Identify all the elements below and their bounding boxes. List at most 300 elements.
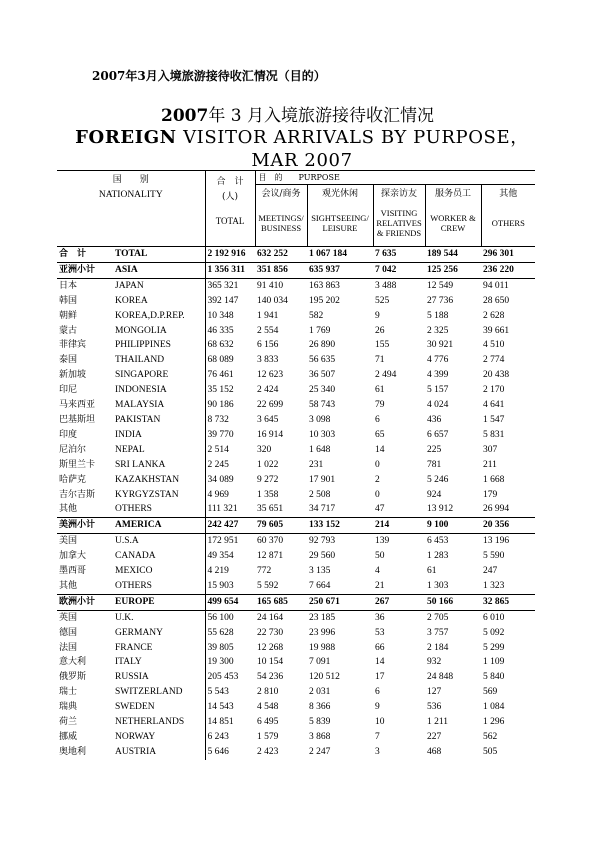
row-worker: 5 246 [427,474,449,485]
title-english [72,126,532,172]
subtotal-row [57,594,535,610]
row-leisure: 8 366 [309,702,331,713]
row-visiting: 7 [375,732,380,742]
row-leisure: 2 031 [309,687,331,698]
col-others-cn: 其他 [481,185,535,201]
table-row [57,309,535,324]
row-others: 2 774 [483,355,505,366]
row-visiting: 50 [375,551,385,562]
row-others: 2 628 [483,310,505,321]
row-total: 56 100 [205,610,255,625]
row-business: 60 370 [257,536,284,547]
total-cn: 合 计 [216,177,244,187]
row-name-en: NETHERLANDS [115,717,185,728]
row-name-en: SINGAPORE [115,370,169,381]
row-business: 165 685 [257,596,288,607]
row-name-cn: 吉尔吉斯 [59,489,96,500]
row-total: 76 461 [205,368,255,383]
row-visiting: 71 [375,355,385,366]
row-business: 5 592 [257,580,279,591]
row-worker: 2 184 [427,642,449,653]
row-visiting: 21 [375,580,385,591]
table-row [57,715,535,730]
row-name-cn: 巴基斯坦 [59,414,96,425]
row-total: 14 543 [205,700,255,715]
row-total: 242 427 [205,518,255,534]
row-total: 14 851 [205,715,255,730]
row-worker: 127 [427,687,442,698]
title-year: 2007 [161,106,209,126]
row-worker: 1 211 [427,717,449,728]
row-business: 351 856 [257,264,288,275]
col-leisure-en: SIGHTSEEING/ LEISURE [307,201,373,247]
row-total: 39 770 [205,428,255,443]
row-worker: 50 166 [427,596,454,607]
row-leisure: 1 067 184 [309,249,348,259]
row-total: 499 654 [205,594,255,610]
row-worker: 30 921 [427,340,454,351]
row-name-en: INDIA [115,429,142,440]
row-total: 49 354 [205,549,255,564]
row-visiting: 6 [375,414,380,425]
row-leisure: 17 901 [309,474,336,485]
nationality-cn: 国 别 [112,174,149,185]
row-name-cn: 俄罗斯 [59,672,87,683]
row-others: 1 109 [483,657,505,668]
row-leisure: 10 303 [309,429,336,440]
row-total: 5 543 [205,685,255,700]
row-visiting: 9 [375,310,380,321]
table-body [57,247,535,760]
row-name-en: MEXICO [115,566,153,577]
row-business: 54 236 [257,672,284,683]
row-name-cn: 法国 [59,642,78,653]
row-others: 32 865 [483,596,510,607]
row-visiting: 79 [375,400,385,411]
row-leisure: 7 091 [309,657,331,668]
row-others: 1 084 [483,702,505,713]
row-name-cn: 马来西亚 [59,400,96,411]
row-name-en: SWEDEN [115,702,155,713]
row-others: 5 590 [483,551,505,562]
row-total: 68 089 [205,353,255,368]
row-business: 4 548 [257,702,279,713]
row-name-en: JAPAN [115,280,144,291]
row-visiting: 10 [375,717,385,728]
row-name-cn: 美国 [59,536,78,547]
row-name-cn: 朝鲜 [59,310,78,321]
row-leisure: 25 340 [309,385,336,396]
row-business: 3 645 [257,414,279,425]
row-business: 3 833 [257,355,279,366]
row-business: 2 423 [257,746,279,757]
row-name-en: AUSTRIA [115,746,157,757]
row-visiting: 525 [375,295,390,306]
row-leisure: 56 635 [309,355,336,366]
row-leisure: 23 996 [309,627,336,638]
row-total: 6 243 [205,730,255,745]
table-row [57,458,535,473]
row-business: 12 623 [257,370,284,381]
row-leisure: 1 648 [309,444,331,455]
row-business: 2 424 [257,385,279,396]
row-total: 19 300 [205,655,255,670]
nationality-en: NATIONALITY [98,189,163,200]
row-business: 79 605 [257,520,284,531]
purpose-header: 目 的 PURPOSE [255,171,535,185]
row-leisure: 26 890 [309,340,336,351]
row-name-en: PHILIPPINES [115,340,171,351]
row-visiting: 3 [375,746,380,757]
row-visiting: 61 [375,385,385,396]
row-total: 46 335 [205,324,255,339]
row-business: 140 034 [257,295,288,306]
row-name-cn: 蒙古 [59,325,78,336]
col-worker-cn: 服务员工 [425,185,481,201]
row-total: 8 732 [205,413,255,428]
row-name-cn: 亚洲小计 [59,264,96,275]
row-visiting: 2 [375,474,380,485]
row-name-cn: 加拿大 [59,551,87,562]
row-leisure: 3 135 [309,566,331,577]
row-worker: 5 157 [427,385,449,396]
row-worker: 27 736 [427,295,454,306]
row-business: 16 914 [257,429,284,440]
table-row [57,324,535,339]
row-total: 205 453 [205,670,255,685]
row-name-en: ITALY [115,657,142,668]
row-total: 365 321 [205,278,255,293]
row-visiting: 155 [375,340,390,351]
row-name-en: U.K. [115,612,134,623]
row-name-en: RUSSIA [115,672,149,683]
row-total: 15 903 [205,579,255,594]
row-business: 24 164 [257,612,284,623]
title-en-bold: FOREIGN [75,127,177,148]
row-name-cn: 瑞典 [59,702,78,713]
row-visiting: 17 [375,672,385,683]
row-name-en: INDONESIA [115,385,167,396]
table-row [57,428,535,443]
row-worker: 4 399 [427,370,449,381]
row-leisure: 23 185 [309,612,336,623]
row-others: 1 323 [483,580,505,591]
table-row [57,655,535,670]
row-worker: 9 100 [427,520,449,531]
row-business: 320 [257,444,272,455]
row-name-en: ASIA [115,264,138,275]
col-others-en: OTHERS [481,201,535,247]
row-visiting: 9 [375,702,380,713]
row-worker: 536 [427,702,442,713]
row-name-cn: 挪威 [59,732,78,742]
row-others: 236 220 [483,264,514,275]
nationality-header [57,171,205,201]
row-name-cn: 欧洲小计 [59,596,96,607]
row-total: 111 321 [205,502,255,517]
row-leisure: 2 508 [309,489,331,500]
row-leisure: 231 [309,459,324,470]
table-row [57,700,535,715]
row-name-en: OTHERS [115,580,152,591]
row-visiting: 3 488 [375,280,397,291]
row-name-cn: 其他 [59,504,78,515]
col-visiting-en: VISITING RELATIVES & FRIENDS [373,201,425,247]
row-others: 5 840 [483,672,505,683]
row-worker: 4 776 [427,355,449,366]
row-name-cn: 荷兰 [59,717,78,728]
row-business: 2 810 [257,687,279,698]
row-name-cn: 韩国 [59,295,78,306]
row-visiting: 36 [375,612,385,623]
row-name-cn: 德国 [59,627,78,638]
row-total: 172 951 [205,534,255,549]
table-row [57,641,535,656]
row-name-cn: 英国 [59,612,78,623]
row-name-en: TOTAL [115,249,148,259]
row-others: 39 661 [483,325,510,336]
table-row [57,579,535,594]
row-others: 28 650 [483,295,510,306]
row-visiting: 2 494 [375,370,397,381]
row-worker: 6 657 [427,429,449,440]
row-others: 26 994 [483,504,510,515]
row-visiting: 267 [375,596,390,607]
row-name-cn: 斯里兰卡 [59,459,96,470]
table-row [57,398,535,413]
row-worker: 227 [427,732,442,742]
row-business: 1 941 [257,310,279,321]
row-worker: 12 549 [427,280,454,291]
nationality-spacer [57,201,205,247]
row-others: 1 547 [483,414,505,425]
row-others: 211 [483,459,497,470]
row-worker: 4 024 [427,400,449,411]
table-row [57,745,535,760]
table-row [57,685,535,700]
subtotal-row [57,518,535,534]
row-visiting: 26 [375,325,385,336]
row-total: 4 219 [205,564,255,579]
row-visiting: 66 [375,642,385,653]
row-leisure: 7 664 [309,580,331,591]
row-others: 1 668 [483,474,505,485]
table-row [57,488,535,503]
table-row [57,670,535,685]
row-others: 179 [483,489,498,500]
row-name-cn: 新加坡 [59,370,87,381]
table-row [57,473,535,488]
row-business: 1 358 [257,489,279,500]
row-business: 91 410 [257,280,284,291]
row-leisure: 582 [309,310,324,321]
row-leisure: 34 717 [309,504,336,515]
row-worker: 468 [427,746,442,757]
row-total: 10 348 [205,309,255,324]
col-business-en: MEETINGS/ BUSINESS [255,201,307,247]
row-leisure: 29 560 [309,551,336,562]
row-business: 10 154 [257,657,284,668]
row-name-cn: 合 计 [59,249,87,259]
row-worker: 189 544 [427,249,458,259]
row-business: 22 730 [257,627,284,638]
title-chinese [0,101,595,126]
row-visiting: 214 [375,520,390,531]
row-total: 2 245 [205,458,255,473]
row-name-en: OTHERS [115,504,152,515]
row-name-cn: 瑞士 [59,687,78,698]
total-en: TOTAL [215,216,245,226]
row-leisure: 92 793 [309,536,336,547]
row-worker: 932 [427,657,442,668]
row-business: 9 272 [257,474,279,485]
row-leisure: 58 743 [309,400,336,411]
row-name-cn: 日本 [59,280,78,291]
row-worker: 61 [427,566,437,577]
row-name-en: PAKISTAN [115,414,161,425]
row-name-cn: 印尼 [59,385,78,396]
row-total: 2 192 916 [205,247,255,263]
row-worker: 6 453 [427,536,449,547]
table-row [57,338,535,353]
row-total: 1 356 311 [205,262,255,278]
col-visiting-cn: 探亲访友 [373,185,425,201]
row-total: 392 147 [205,294,255,309]
row-name-en: KOREA,D.P.REP. [115,310,185,321]
row-name-cn: 其他 [59,580,78,591]
row-others: 569 [483,687,498,698]
row-business: 772 [257,566,272,577]
row-others: 4 641 [483,400,505,411]
row-business: 12 871 [257,551,284,562]
row-leisure: 163 863 [309,280,340,291]
row-name-cn: 墨西哥 [59,566,87,577]
row-name-en: KOREA [115,295,148,306]
row-name-en: THAILAND [115,355,165,366]
row-others: 247 [483,566,498,577]
row-worker: 24 848 [427,672,454,683]
table-row [57,368,535,383]
row-visiting: 0 [375,489,380,500]
row-total: 90 186 [205,398,255,413]
row-others: 20 438 [483,370,510,381]
arrivals-table [57,170,535,760]
row-name-en: KYRGYZSTAN [115,489,179,500]
row-name-en: SWITZERLAND [115,687,183,698]
col-business-cn: 会议/商务 [255,185,307,201]
row-total: 39 805 [205,641,255,656]
row-total: 55 628 [205,626,255,641]
row-leisure: 133 152 [309,520,340,531]
row-visiting: 47 [375,504,385,515]
row-others: 13 196 [483,536,510,547]
col-worker-en: WORKER & CREW [425,201,481,247]
table-row [57,610,535,625]
row-visiting: 53 [375,627,385,638]
table-row [57,730,535,745]
row-name-cn: 尼泊尔 [59,444,87,455]
row-business: 6 495 [257,717,279,728]
subtotal-row [57,262,535,278]
row-leisure: 36 507 [309,370,336,381]
row-name-en: U.S.A [115,536,139,547]
row-name-en: NEPAL [115,444,145,455]
row-visiting: 65 [375,429,385,440]
row-name-en: EUROPE [115,596,155,607]
row-visiting: 7 635 [375,249,397,259]
row-others: 20 356 [483,520,510,531]
row-visiting: 6 [375,687,380,698]
row-others: 5 092 [483,627,505,638]
row-others: 307 [483,444,498,455]
row-worker: 5 188 [427,310,449,321]
row-visiting: 7 042 [375,264,397,275]
row-leisure: 1 769 [309,325,331,336]
row-total: 5 646 [205,745,255,760]
total-row [57,247,535,263]
row-worker: 225 [427,444,442,455]
row-total: 4 969 [205,488,255,503]
row-leisure: 19 988 [309,642,336,653]
table-row [57,502,535,517]
table-row [57,278,535,293]
row-others: 562 [483,732,498,742]
row-visiting: 14 [375,657,385,668]
row-name-en: GERMANY [115,627,164,638]
row-total: 68 632 [205,338,255,353]
row-others: 4 510 [483,340,505,351]
row-leisure: 120 512 [309,672,340,683]
row-name-en: KAZAKHSTAN [115,474,180,485]
row-name-cn: 泰国 [59,355,78,366]
row-name-cn: 奥地利 [59,746,87,757]
row-name-en: MONGOLIA [115,325,167,336]
row-worker: 924 [427,489,442,500]
table-row [57,549,535,564]
row-name-en: CANADA [115,551,156,562]
table-row [57,626,535,641]
table-row [57,383,535,398]
row-business: 12 268 [257,642,284,653]
table-row [57,534,535,549]
row-name-en: MALAYSIA [115,400,165,411]
row-leisure: 3 868 [309,732,331,742]
row-total: 34 089 [205,473,255,488]
row-others: 2 170 [483,385,505,396]
row-business: 632 252 [257,249,288,259]
table-row [57,413,535,428]
row-worker: 1 303 [427,580,449,591]
row-others: 1 296 [483,717,505,728]
row-name-cn: 菲律宾 [59,340,87,351]
row-others: 296 301 [483,249,514,259]
total-header [205,171,255,247]
row-worker: 781 [427,459,442,470]
row-others: 94 011 [483,280,509,291]
row-name-cn: 意大利 [59,657,87,668]
row-business: 1 579 [257,732,279,742]
table-row [57,294,535,309]
row-others: 5 299 [483,642,505,653]
row-name-cn: 哈萨克 [59,474,87,485]
row-name-en: SRI LANKA [115,459,166,470]
row-visiting: 139 [375,536,390,547]
row-worker: 125 256 [427,264,458,275]
total-unit: (人) [222,192,239,202]
row-business: 35 651 [257,504,284,515]
row-total: 2 514 [205,443,255,458]
row-others: 505 [483,746,498,757]
